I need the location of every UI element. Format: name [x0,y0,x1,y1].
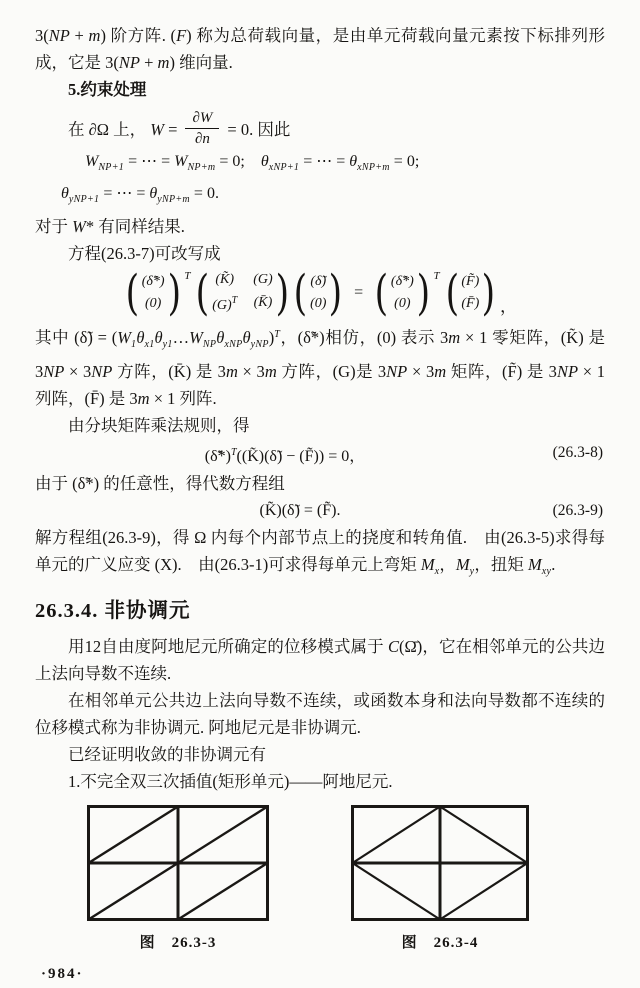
vector-entry: (δ̃) [310,274,327,290]
fraction-dw-dn [185,109,219,148]
paragraph-proved-convergent: 已经证明收敛的非协调元有 [68,745,266,764]
vector-force [461,271,479,314]
equation-26-3-9 [35,497,605,524]
formula-prefix: 在 ∂Ω 上， W = [68,120,178,139]
matrix-equation [35,265,605,321]
page-number: ·984· [41,966,84,982]
figures-row [35,805,605,952]
formula-w-constraints: $W_{NP+1}$ = ⋯ = $W_{NP+m} = 0$; $\theta_{xNP+1}$ = ⋯ = $\theta_{xNP+m} = 0$; [85,153,420,173]
figure-26-3-4 [351,805,529,952]
paragraph-adini-1: 用12自由度阿地尼元所确定的位移模式属于 C(Ω̄)，它在相邻单元的公共边上法向导数不连续. [35,637,605,683]
figure-caption: 图 26.3-4 [401,935,479,951]
equation-label: (26.3-9) [552,502,603,519]
formula-theta-constraints: $\theta_{yNP+1}$ = ⋯ = $\theta_{yNP+m} = 0$. [61,185,219,205]
vector-entry: (0) [145,296,162,311]
section-heading-26-3-4: 26.3.4. 非协调元 [35,600,191,622]
big-paren-right: ) [481,265,496,321]
transpose-superscript: T [184,270,191,282]
big-paren-left: ( [196,265,210,321]
big-paren-left: ( [374,265,389,321]
matrix-entry: (K̃) [215,271,235,287]
big-paren-right: ) [167,265,181,321]
vector-entry: (δ̃*) [390,274,414,290]
matrix-entry: (K̄) [253,295,273,310]
vector-entry: (0) [394,296,411,311]
equation-formula: (K̃)(δ̃) = (F̃). [259,502,341,519]
vector-entry: (F̃) [461,274,480,290]
figure-26-3-3 [87,805,269,952]
paragraph-solve: 解方程组(26.3-9)，得 Ω 内每个内部节点上的挠度和转角值. 由(26.3-5)求得每单元的广义应变 (X). 由(26.3-1)可求得每单元上弯矩 $M_x$，$M_y$，扭矩 $M_{xy}$. [35,528,605,577]
paragraph-block-rule: 由分块矩阵乘法规则，得 [68,416,250,435]
fraction-numerator: ∂W [185,109,219,129]
matrix-entry: (G) [253,271,273,287]
equation-formula: (δ̃*)$^T$((K̃)(δ̃) − (F̃)) = 0， [204,447,366,465]
transpose-superscript: T [433,270,440,282]
paragraph-definitions: 其中 (δ̃) = $(W_1\theta_{x1}\theta_{y1}\dots W_{NP}\theta_{xNP}\theta_{yNP})^T$，(δ̃*)相仿，(0) 表示 3m × 1 零矩阵，(K̃) 是 3NP × 3NP 方阵，(K̄) 是 3m × 3m 方阵，(G)是 3NP × 3m 矩阵，(F̃) 是 3NP × 1 列阵，(F̄) 是 3m × 1 列阵. [35,328,605,408]
vector-entry: (F̄) [461,296,480,311]
trailing-comma: ， [499,297,517,316]
vector-delta [310,271,326,314]
paragraph-w-star-result: 对于 W* 有同样结果. [35,217,185,236]
fraction-denominator: ∂n [194,130,210,147]
paragraph-arbitrariness: 由于 (δ̃*) 的任意性，得代数方程组 [35,474,285,493]
big-paren-right: ) [329,265,343,321]
big-paren-right: ) [275,265,289,321]
big-paren-left: ( [445,265,459,321]
equation-26-3-8 [35,439,605,470]
paragraph-rewrite: 方程(26.3-7)可改写成 [68,244,221,263]
subheading-constraint-processing: 5.约束处理 [68,80,147,99]
matrix-entry: $(G)^T$ [212,295,238,313]
mesh-diagonals-diagram [87,805,269,921]
formula-suffix: = 0. 因此 [227,120,291,139]
equals-sign: = [354,284,364,301]
vector-entry: (0) [310,296,327,311]
block-stiffness-matrix [212,271,272,315]
list-item-adini-element: 1.不完全双三次插值(矩形单元)——阿地尼元. [68,772,393,791]
big-paren-left: ( [293,265,308,321]
big-paren-right: ) [416,265,430,321]
equation-label: (26.3-8) [552,444,603,461]
vector-delta-star [142,271,165,314]
formula-boundary-condition [35,107,605,149]
vector-delta-star-rhs [391,271,414,314]
vector-entry: (δ̃*) [141,274,165,290]
paragraph-intro: 3(NP + m) 阶方阵. (F) 称为总荷载向量，是由单元荷载向量元素按下标排列形成，它是 3(NP + m) 维向量. [35,26,605,72]
big-paren-left: ( [125,265,140,321]
paragraph-adini-2: 在相邻单元公共边上法向导数不连续，或函数本身和法向导数都不连续的位移模式称为非协调元. 阿地尼元是非协调元. [35,691,605,737]
mesh-rhombus-diagram [351,805,529,921]
figure-caption: 图 26.3-3 [139,935,217,951]
